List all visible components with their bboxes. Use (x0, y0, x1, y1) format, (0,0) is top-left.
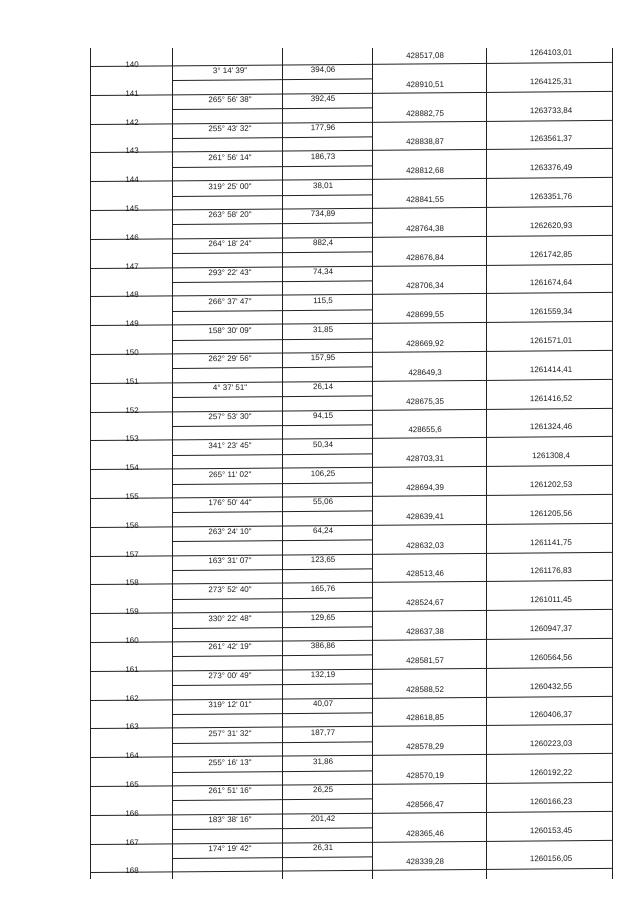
coord-x: 428637,38 (406, 626, 444, 637)
table-rule (172, 482, 372, 485)
coord-y: 1260156,05 (529, 854, 573, 864)
table-rule (172, 194, 372, 197)
coord-x: 428694,39 (406, 482, 444, 493)
segment-distance: 40,07 (312, 698, 334, 709)
segment-distance: 115,5 (313, 295, 333, 305)
point-number: 140 (125, 59, 139, 70)
coord-x: 428517,08 (406, 50, 444, 61)
point-number: 146 (125, 232, 139, 242)
coord-x: 428764,38 (406, 223, 444, 233)
point-number: 148 (125, 290, 139, 300)
point-number: 151 (125, 376, 139, 386)
segment-distance: 129,65 (310, 612, 336, 622)
coord-y: 1264125,31 (529, 76, 573, 86)
point-number: 166 (125, 808, 139, 818)
bearing-angle: 255° 43' 32" (208, 123, 252, 134)
segment-distance: 26,31 (312, 842, 334, 853)
point-number: 162 (125, 693, 139, 703)
coord-x: 428639,41 (406, 511, 444, 521)
coord-y: 1261414,41 (529, 364, 573, 374)
point-number: 161 (125, 664, 139, 674)
segment-distance: 31,85 (312, 324, 334, 334)
segment-distance: 157,95 (310, 353, 336, 363)
table-rule (172, 511, 372, 514)
coord-x: 428669,92 (406, 338, 444, 349)
table-rule (172, 338, 372, 341)
table-rule (172, 367, 372, 370)
table-rule (172, 79, 372, 82)
coord-y: 1261141,75 (530, 537, 572, 547)
coord-x: 428812,68 (406, 166, 444, 176)
bearing-angle: 263° 58' 20" (208, 210, 252, 220)
point-number: 164 (125, 751, 139, 761)
coord-y: 1261202,53 (529, 479, 573, 490)
coord-y: 1261176,83 (530, 566, 572, 576)
coord-y: 1260223,03 (529, 739, 573, 749)
table-rule (172, 684, 372, 687)
bearing-angle: 176° 50' 44" (208, 498, 252, 508)
table-rule (172, 165, 372, 168)
coord-y: 1260564,56 (529, 652, 573, 662)
bearing-angle: 255° 16' 13" (208, 757, 252, 767)
point-number: 154 (125, 463, 139, 473)
point-number: 147 (125, 261, 139, 271)
segment-distance: 31,86 (312, 756, 334, 766)
coord-y: 1264103,01 (529, 47, 573, 58)
point-number: 159 (125, 607, 139, 617)
table-rule (172, 799, 372, 802)
bearing-angle: 263° 24' 10" (208, 527, 252, 537)
column-rule (282, 48, 283, 879)
coord-x: 428841,55 (406, 194, 444, 205)
point-number: 152 (125, 405, 139, 415)
segment-distance: 64,24 (312, 526, 334, 536)
bearing-angle: 4° 37' 51" (212, 383, 248, 393)
bearing-angle: 265° 56' 38" (208, 95, 252, 105)
column-rule (612, 48, 613, 879)
coord-y: 1263351,76 (529, 191, 573, 202)
coord-x: 428578,29 (406, 742, 444, 752)
table-rule (172, 252, 372, 255)
table-rule (172, 597, 372, 600)
coord-x: 428632,03 (406, 540, 444, 550)
coord-y: 1263733,84 (529, 105, 573, 115)
bearing-angle: 163° 31' 07" (208, 555, 252, 566)
segment-distance: 55,06 (312, 497, 334, 507)
segment-distance: 392,45 (310, 94, 336, 104)
point-number: 150 (125, 347, 139, 358)
coord-x: 428703,31 (406, 454, 444, 464)
table-rule (172, 828, 372, 831)
coord-x: 428649,3 (408, 367, 442, 377)
coord-y: 1261674,64 (529, 278, 573, 288)
coord-y: 1261416,52 (529, 393, 573, 403)
coord-y: 1261205,56 (529, 508, 573, 518)
point-number: 157 (125, 549, 139, 559)
coord-x: 428513,46 (406, 569, 444, 579)
coord-y: 1261011,45 (530, 595, 572, 605)
coord-y: 1261742,85 (529, 249, 573, 259)
coord-y: 1261308,4 (532, 451, 570, 461)
point-number: 149 (125, 319, 139, 329)
table-rule (172, 770, 372, 773)
coord-y: 1260166,23 (529, 796, 573, 807)
bearing-angle: 273° 00' 49" (208, 671, 252, 681)
point-number: 142 (125, 117, 139, 127)
segment-distance: 38,01 (312, 180, 334, 190)
bearing-angle: 265° 11' 02" (208, 469, 252, 479)
table-rule (172, 136, 372, 139)
point-number: 155 (125, 491, 139, 502)
bearing-angle: 264° 18' 24" (208, 239, 252, 249)
coord-y: 1263376,49 (529, 163, 573, 173)
table-rule (172, 655, 372, 658)
coord-x: 428838,87 (406, 137, 444, 147)
bearing-angle: 261° 56' 14" (208, 152, 252, 162)
table-rule (172, 453, 372, 456)
table-rule (172, 280, 372, 283)
column-rule (90, 48, 91, 879)
bearing-angle: 174° 19' 42" (208, 843, 252, 854)
bearing-angle: 3° 14' 39" (212, 66, 248, 76)
column-rule (172, 48, 173, 879)
coord-x: 428676,84 (406, 252, 444, 262)
table-rule (172, 741, 372, 744)
coord-x: 428618,85 (406, 713, 444, 723)
bearing-angle: 257° 53' 30" (208, 411, 252, 422)
table-rule (172, 540, 372, 543)
coord-x: 428706,34 (406, 281, 444, 291)
coord-y: 1261571,01 (529, 335, 573, 346)
coord-y: 1260406,37 (529, 710, 573, 720)
table-rule (172, 712, 372, 715)
point-number: 156 (125, 520, 139, 530)
coord-x: 428655,6 (408, 425, 442, 435)
segment-distance: 50,34 (312, 439, 334, 449)
bearing-angle: 261° 42' 19" (208, 642, 252, 652)
segment-distance: 132,19 (310, 670, 336, 680)
table-rule (172, 396, 372, 399)
coord-y: 1261559,34 (529, 307, 573, 317)
point-number: 143 (125, 146, 139, 156)
point-number: 167 (125, 837, 139, 847)
table-rule (172, 223, 372, 226)
table-rule (172, 568, 372, 571)
segment-distance: 394,06 (310, 65, 336, 75)
segment-distance: 74,34 (312, 266, 334, 277)
point-number: 165 (125, 780, 139, 790)
coord-y: 1260947,37 (529, 623, 573, 634)
segment-distance: 94,15 (312, 410, 334, 421)
bearing-angle: 319° 12' 01" (208, 699, 252, 710)
coord-y: 1262620,93 (529, 220, 573, 230)
segment-distance: 26,14 (312, 382, 334, 392)
table-rule (172, 108, 372, 111)
coord-x: 428699,55 (406, 310, 444, 320)
table-rule (172, 856, 372, 859)
segment-distance: 177,96 (310, 122, 336, 133)
segment-distance: 186,73 (310, 151, 336, 161)
segment-distance: 882,4 (312, 238, 334, 248)
table-rule (172, 424, 372, 427)
bearing-angle: 158° 30' 09" (208, 325, 252, 335)
bearing-angle: 319° 25' 00" (208, 181, 252, 191)
segment-distance: 734,89 (310, 209, 336, 219)
point-number: 158 (125, 578, 139, 588)
table-rule (172, 626, 372, 629)
bearing-angle: 183° 38' 16" (208, 815, 252, 825)
bearing-angle: 273° 52' 40" (208, 584, 252, 594)
coord-x: 428570,19 (406, 770, 444, 781)
point-number: 160 (125, 636, 139, 646)
coord-x: 428581,57 (406, 655, 444, 665)
segment-distance: 106,25 (310, 468, 336, 478)
point-number: 168 (125, 866, 139, 876)
coord-x: 428675,35 (406, 396, 444, 406)
point-number: 145 (125, 203, 139, 214)
coord-x: 428524,67 (406, 598, 444, 608)
point-number: 144 (125, 175, 139, 185)
bearing-angle: 261° 51' 16" (208, 786, 252, 796)
bearing-angle: 257° 31' 32" (208, 728, 252, 739)
segment-distance: 201,42 (310, 814, 336, 824)
point-number: 141 (125, 88, 139, 98)
bearing-angle: 266° 37' 47" (208, 296, 252, 306)
bearing-angle: 330° 22' 48" (208, 613, 252, 623)
coord-y: 1260192,22 (529, 767, 573, 778)
segment-distance: 123,65 (310, 554, 336, 565)
coord-x: 428339,28 (406, 857, 444, 867)
bearing-angle: 341° 23' 45" (208, 440, 252, 450)
segment-distance: 165,76 (310, 583, 336, 593)
point-number: 153 (125, 434, 139, 444)
coord-x: 428588,52 (406, 684, 444, 694)
segment-distance: 26,25 (312, 785, 334, 795)
coord-y: 1263561,37 (529, 134, 573, 144)
coord-y: 1260432,55 (529, 681, 573, 691)
coord-x: 428910,51 (406, 79, 444, 89)
segment-distance: 386,86 (310, 641, 336, 651)
coord-y: 1260153,45 (529, 825, 573, 835)
coord-y: 1261324,46 (529, 422, 573, 432)
coord-x: 428566,47 (406, 799, 444, 809)
table-rule (90, 868, 612, 873)
table-rule (172, 309, 372, 312)
bearing-angle: 293° 22' 43" (208, 267, 252, 278)
segment-distance: 187,77 (310, 727, 336, 737)
bearing-angle: 262° 29' 56" (208, 354, 252, 364)
coord-x: 428882,75 (406, 108, 444, 118)
coord-x: 428365,46 (406, 828, 444, 838)
point-number: 163 (125, 722, 139, 732)
